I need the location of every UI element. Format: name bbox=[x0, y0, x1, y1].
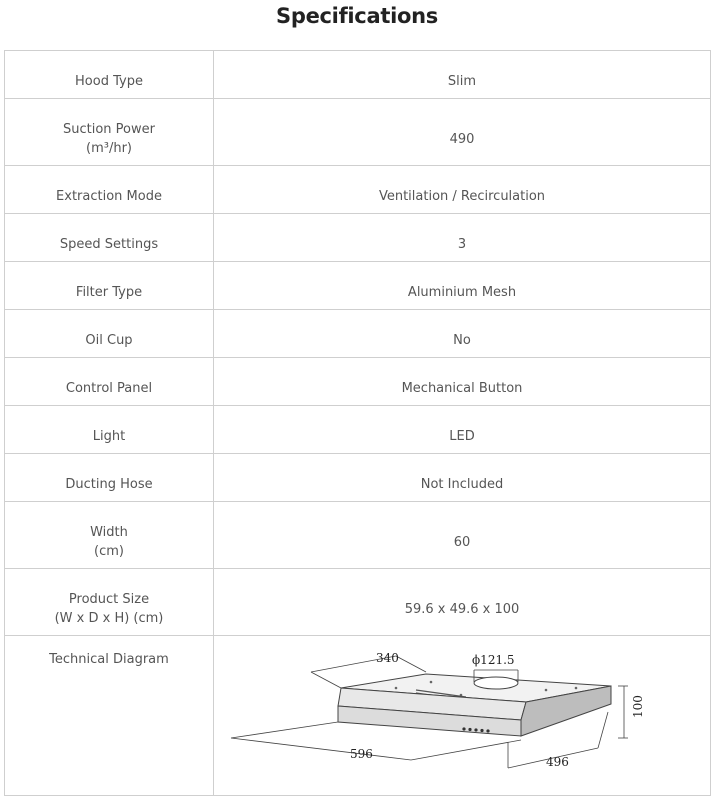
spec-value: No bbox=[453, 333, 471, 348]
table-row bbox=[5, 310, 711, 358]
dimension-label-width: 596 bbox=[350, 747, 373, 761]
spec-value-cell bbox=[214, 99, 711, 166]
spec-label-cell bbox=[5, 166, 214, 214]
spec-label-cell bbox=[5, 569, 214, 636]
table-row bbox=[5, 502, 711, 569]
spec-label-cell bbox=[5, 262, 214, 310]
spec-label: Light bbox=[92, 429, 126, 444]
dimension-label-depth: 496 bbox=[546, 755, 569, 769]
technical-diagram-cell bbox=[214, 636, 711, 796]
spec-value-cell bbox=[214, 502, 711, 569]
table-row bbox=[5, 569, 711, 636]
spec-label-cell bbox=[5, 99, 214, 166]
spec-value: LED bbox=[449, 429, 475, 444]
table-row bbox=[5, 51, 711, 99]
table-row bbox=[5, 406, 711, 454]
duct-opening bbox=[474, 677, 518, 689]
spec-value-cell bbox=[214, 262, 711, 310]
spec-value: 59.6 x 49.6 x 100 bbox=[404, 601, 520, 617]
spec-value: Aluminium Mesh bbox=[407, 285, 517, 300]
spec-label-cell bbox=[5, 214, 214, 262]
spec-label: Suction Power bbox=[63, 122, 155, 137]
spec-value-cell bbox=[214, 214, 711, 262]
spec-label-cell bbox=[5, 636, 214, 796]
spec-label: Speed Settings bbox=[59, 237, 159, 252]
technical-diagram-image bbox=[226, 650, 656, 780]
spec-label: Oil Cup bbox=[85, 333, 133, 348]
spec-value-cell bbox=[214, 358, 711, 406]
spec-label: Technical Diagram bbox=[49, 652, 169, 667]
specifications-table bbox=[4, 50, 711, 796]
spec-label-cell bbox=[5, 454, 214, 502]
spec-value: 3 bbox=[457, 237, 467, 252]
dimension-label-duct-diameter: ϕ121.5 bbox=[472, 653, 515, 667]
dimension-label-depth-top: 340 bbox=[376, 651, 399, 665]
table-row bbox=[5, 99, 711, 166]
spec-value: 490 bbox=[449, 131, 475, 147]
spec-label: Filter Type bbox=[75, 285, 143, 300]
spec-value-cell bbox=[214, 166, 711, 214]
spec-value-cell bbox=[214, 51, 711, 99]
spec-label-cell bbox=[5, 502, 214, 569]
spec-value: Not Included bbox=[420, 477, 504, 492]
spec-label-cell bbox=[5, 310, 214, 358]
spec-label-unit: (m³/hr) bbox=[86, 141, 132, 156]
spec-value: Slim bbox=[447, 74, 477, 89]
table-row bbox=[5, 166, 711, 214]
table-row bbox=[5, 214, 711, 262]
spec-label: Control Panel bbox=[65, 381, 153, 396]
spec-label-cell bbox=[5, 358, 214, 406]
spec-label: Width bbox=[90, 525, 128, 540]
spec-label-unit: (cm) bbox=[94, 544, 124, 559]
table-row bbox=[5, 454, 711, 502]
spec-label: Ducting Hose bbox=[65, 477, 153, 492]
spec-label-cell bbox=[5, 406, 214, 454]
spec-label-unit: (W x D x H) (cm) bbox=[54, 611, 164, 626]
spec-label-cell bbox=[5, 51, 214, 99]
dimension-label-height: 100 bbox=[631, 695, 645, 718]
dimension-line-height bbox=[618, 686, 628, 738]
spec-value: Mechanical Button bbox=[401, 381, 523, 396]
spec-label: Hood Type bbox=[75, 74, 143, 89]
table-row bbox=[5, 636, 711, 796]
page-title: Specifications bbox=[276, 4, 438, 28]
table-row bbox=[5, 262, 711, 310]
spec-value: 60 bbox=[453, 534, 471, 550]
spec-value-cell bbox=[214, 569, 711, 636]
spec-value-cell bbox=[214, 310, 711, 358]
spec-label: Extraction Mode bbox=[56, 189, 162, 204]
spec-value: Ventilation / Recirculation bbox=[378, 189, 546, 204]
table-row bbox=[5, 358, 711, 406]
spec-value-cell bbox=[214, 454, 711, 502]
spec-label: Product Size bbox=[68, 592, 150, 607]
spec-value-cell bbox=[214, 406, 711, 454]
